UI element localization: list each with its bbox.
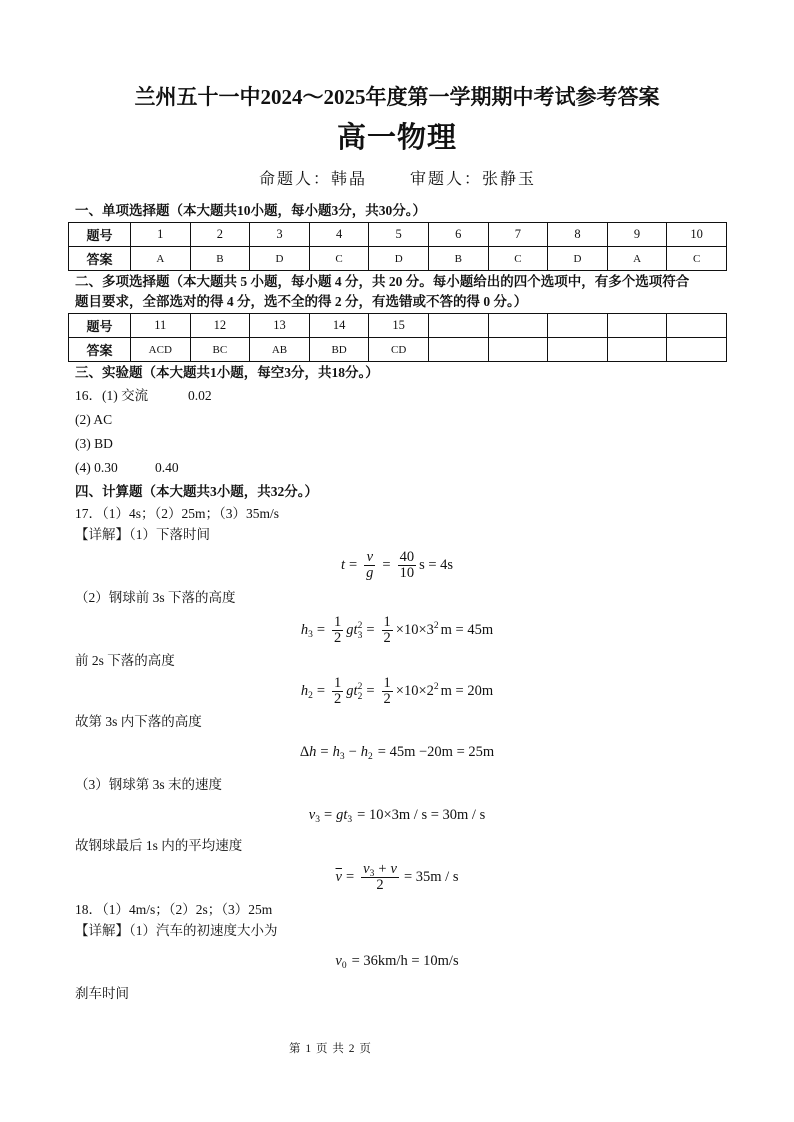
q16-part4-second-blank: 0.40: [155, 460, 179, 475]
question-number: 9: [607, 223, 667, 247]
empty-cell: [428, 338, 488, 362]
question-number: 1: [131, 223, 191, 247]
equals-sign: =: [366, 683, 375, 699]
fraction: [364, 550, 375, 581]
variable: v: [308, 807, 316, 823]
equation-height-3s: [0, 613, 794, 647]
numerator: 1: [383, 614, 391, 631]
numerator: 1: [383, 675, 391, 692]
denominator: 2: [334, 691, 342, 708]
subscript: 3: [339, 752, 345, 762]
variable: gt: [346, 622, 358, 638]
table-row-numbers: [69, 314, 727, 338]
answer-cell: A: [131, 247, 191, 271]
answer-cell: ACD: [131, 338, 191, 362]
minus-sign: −: [348, 744, 357, 760]
equals-sign: =: [348, 557, 358, 573]
denominator: 2: [376, 877, 384, 894]
denominator: 2: [334, 630, 342, 647]
empty-cell: [548, 314, 608, 338]
question-number: 8: [548, 223, 608, 247]
q16-part2: (2) AC: [75, 412, 113, 427]
question-number: 14: [309, 314, 369, 338]
q17-part2b-label: 前 2s 下落的高度: [75, 653, 175, 668]
equation-term: ×10×2: [395, 683, 434, 699]
question-number: 10: [667, 223, 727, 247]
q17-detail-label: 【详解】（1）下落时间: [75, 527, 210, 542]
variable: v: [390, 861, 397, 878]
empty-cell: [428, 314, 488, 338]
fraction: [382, 676, 393, 707]
subscript: 3: [347, 815, 353, 825]
reviewer-line: 审题人：张静玉: [410, 171, 537, 188]
variable: h: [309, 744, 317, 760]
equation-result: = 45m −20m = 25m: [377, 744, 495, 760]
subscript: 3: [357, 631, 363, 641]
equals-sign: =: [382, 557, 391, 573]
equals-sign: =: [316, 683, 326, 699]
empty-cell: [607, 314, 667, 338]
variable: t: [340, 557, 345, 573]
variable: v: [363, 861, 370, 878]
section-heading-multiple-choice-continued: 题目要求，全部选对的得 4 分，选不全的得 2 分，有选错或不答的得 0 分。）: [75, 294, 528, 309]
subscript: 3: [308, 630, 313, 640]
answer-cell: AB: [250, 338, 310, 362]
numerator: [361, 862, 399, 878]
q18-answer: 18．（1）4m/s；（2）2s；（3）25m: [75, 902, 273, 917]
q17-part3b-label: 故钢球最后 1s 内的平均速度: [75, 838, 243, 853]
author-line: 命题人：韩晶: [259, 171, 368, 188]
variable: h: [332, 744, 340, 760]
equation-initial-velocity: [0, 944, 794, 978]
section-heading-single-choice: 一、单项选择题（本大题共10小题，每小题3分，共30分。）: [75, 203, 426, 218]
question-number: 11: [131, 314, 191, 338]
answer-cell: C: [309, 247, 369, 271]
fraction: [398, 550, 417, 581]
empty-cell: [607, 338, 667, 362]
equals-sign: =: [366, 622, 375, 638]
page-number: 第 1 页 共 2 页: [289, 1043, 372, 1055]
q17-part3-label: （3）钢球第 3s 末的速度: [75, 777, 223, 792]
question-number: 4: [309, 223, 369, 247]
equation-result: = 35m / s: [403, 869, 459, 885]
empty-cell: [488, 338, 548, 362]
row-label: 题号: [69, 314, 131, 338]
single-choice-answer-table: [68, 222, 727, 271]
numerator: 1: [334, 614, 342, 631]
fraction: [382, 615, 393, 646]
answer-cell: B: [190, 247, 250, 271]
fraction: [332, 676, 343, 707]
answer-cell: BD: [309, 338, 369, 362]
superscript: 2: [433, 682, 439, 692]
superscript: 2: [433, 621, 439, 631]
subscript: 2: [308, 691, 313, 701]
equals-sign: =: [320, 744, 329, 760]
table-row-numbers: [69, 223, 727, 247]
variable: gt: [346, 683, 358, 699]
q17-part2c-label: 故第 3s 内下落的高度: [75, 714, 202, 729]
section-heading-experiment: 三、实验题（本大题共1小题，每空3分，共18分。）: [75, 365, 379, 380]
row-label: 答案: [69, 247, 131, 271]
equals-sign: =: [316, 622, 326, 638]
answer-cell: C: [667, 247, 727, 271]
equation-height-2s: [0, 674, 794, 708]
answer-cell: BC: [190, 338, 250, 362]
equation-result: s = 4s: [419, 557, 454, 573]
q16-part1-second-blank: 0.02: [188, 388, 212, 403]
subject-title: 高一物理: [336, 122, 457, 154]
table-row-answers: [69, 247, 727, 271]
equals-sign: =: [323, 807, 333, 823]
answer-cell: CD: [369, 338, 429, 362]
question-number: 3: [250, 223, 310, 247]
equation-fall-time: [0, 548, 794, 582]
superscript: 2: [357, 682, 363, 692]
table-row-answers: [69, 338, 727, 362]
q18-detail-label: 【详解】（1）汽车的初速度大小为: [75, 923, 278, 938]
empty-cell: [548, 338, 608, 362]
question-number: 6: [428, 223, 488, 247]
question-number: 12: [190, 314, 250, 338]
sup-sub: [358, 682, 363, 702]
equation-term: ×10×3: [395, 622, 434, 638]
row-label: 题号: [69, 223, 131, 247]
numerator: 40: [399, 549, 415, 566]
q16-part4: (4) 0.30: [75, 460, 118, 475]
equation-height-third-second: [0, 735, 794, 769]
row-label: 答案: [69, 338, 131, 362]
equation-result: = 36km/h = 10m/s: [351, 953, 459, 969]
empty-cell: [488, 314, 548, 338]
variable: h: [360, 744, 369, 760]
q16-part3: (3) BD: [75, 436, 113, 451]
numerator: 1: [334, 675, 342, 692]
sup-sub: [358, 621, 363, 641]
denominator: 2: [383, 630, 391, 647]
equation-result: m = 45m: [440, 622, 494, 638]
subscript: 3: [315, 815, 320, 825]
subscript: 3: [369, 869, 375, 880]
subscript: 2: [357, 692, 363, 702]
section-heading-multiple-choice: 二、多项选择题（本大题共 5 小题，每小题 4 分，共 20 分。每小题给出的四个选项中，有多个选项符合: [75, 274, 690, 289]
q18-brake-time-label: 刹车时间: [75, 986, 129, 1001]
multiple-choice-answer-table: [68, 313, 727, 362]
fraction: [332, 615, 343, 646]
variable: v: [335, 953, 342, 969]
answer-cell: D: [548, 247, 608, 271]
empty-cell: [667, 314, 727, 338]
variable-average: $\overline{v}$: [335, 869, 342, 885]
plus-sign: +: [378, 861, 387, 878]
equation-velocity-3s: [0, 798, 794, 832]
subscript: 0: [341, 961, 347, 971]
question-number: 15: [369, 314, 429, 338]
answer-cell: A: [607, 247, 667, 271]
answer-cell: D: [369, 247, 429, 271]
subscript: 2: [368, 752, 373, 762]
superscript: 2: [357, 621, 363, 631]
question-number: 7: [488, 223, 548, 247]
q16-part1: 16．(1) 交流: [75, 388, 149, 403]
q17-part2-label: （2）钢球前 3s 下落的高度: [75, 590, 236, 605]
q17-answer: 17．（1）4s；（2）25m；（3）35m/s: [75, 506, 280, 521]
answer-cell: B: [428, 247, 488, 271]
question-number: 2: [190, 223, 250, 247]
question-number: 5: [369, 223, 429, 247]
equation-result: = 10×3m / s = 30m / s: [357, 807, 486, 823]
empty-cell: [667, 338, 727, 362]
variable: gt: [336, 807, 348, 823]
answer-cell: C: [488, 247, 548, 271]
denominator: g: [366, 565, 374, 582]
equals-sign: =: [345, 869, 355, 885]
question-number: 13: [250, 314, 310, 338]
denominator: 10: [399, 565, 415, 582]
variable: h: [300, 683, 309, 699]
equation-result: m = 20m: [440, 683, 494, 699]
variable: h: [300, 622, 309, 638]
equation-average-velocity: [0, 860, 794, 894]
section-heading-calculation: 四、计算题（本大题共3小题，共32分。）: [75, 484, 318, 499]
document-title: 兰州五十一中2024～2025年度第一学期期中考试参考答案: [134, 85, 660, 109]
delta-symbol: Δ: [299, 744, 310, 760]
denominator: 2: [383, 691, 391, 708]
fraction: [361, 862, 399, 893]
answer-cell: D: [250, 247, 310, 271]
numerator: v: [364, 550, 375, 566]
